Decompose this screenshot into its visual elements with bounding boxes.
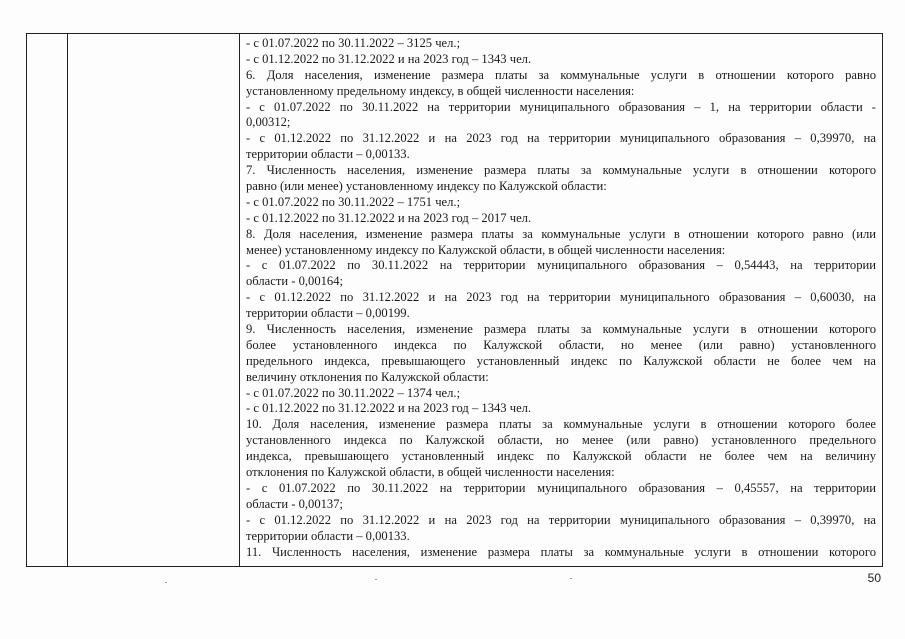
text-line: - с 01.12.2022 по 31.12.2022 и на 2023 год на территории муниципального образования – 0,39970, на xyxy=(246,512,876,527)
text-line: предельного индекса, превышающего установленный индекс по Калужской области не более чем на xyxy=(246,353,876,368)
text-line: - с 01.07.2022 по 30.11.2022 – 1751 чел.; xyxy=(246,194,461,209)
text-line: территории области – 0,00133. xyxy=(246,147,410,162)
text-line: - с 01.12.2022 по 31.12.2022 и на 2023 год на территории муниципального образования – 0,39970, на xyxy=(246,131,876,146)
text-line: 6. Доля населения, изменение размера платы за коммунальные услуги в отношении которого равно xyxy=(246,67,876,82)
text-line: установленному предельному индексу, в общей численности населения: xyxy=(246,83,635,98)
text-line: более установленного индекса по Калужской области, но менее (или равно) установленного xyxy=(246,337,876,352)
text-line: - с 01.12.2022 по 31.12.2022 и на 2023 год – 1343 чел. xyxy=(246,401,532,416)
text-line: - с 01.07.2022 по 30.11.2022 на территории муниципального образования – 0,45557, на территории xyxy=(246,480,876,495)
table-column-name xyxy=(68,34,240,566)
scan-speck xyxy=(570,578,572,579)
scan-speck xyxy=(375,579,377,580)
text-line: установленного индекса по Калужской области, но менее (или равно) установленного предельного xyxy=(246,433,876,448)
text-line: 8. Доля населения, изменение размера платы за коммунальные услуги в отношении которого равно (или xyxy=(246,226,876,241)
text-line: области - 0,00137; xyxy=(246,496,344,511)
text-line: 7. Численность населения, изменение размера платы за коммунальные услуги в отношении которого xyxy=(246,163,876,178)
text-line: территории области – 0,00199. xyxy=(246,306,410,321)
text-line: - с 01.07.2022 по 30.11.2022 – 1374 чел.; xyxy=(246,385,461,400)
text-line: менее) установленному индексу по Калужской области, в общей численности населения: xyxy=(246,242,726,257)
text-line: - с 01.07.2022 по 30.11.2022 на территории муниципального образования – 1, на территории области - xyxy=(246,99,876,114)
text-line: - с 01.07.2022 по 30.11.2022 на территории муниципального образования – 0,54443, на территории xyxy=(246,258,876,273)
text-line: равно (или менее) установленному индексу по Калужской области: xyxy=(246,179,607,194)
text-line: - с 01.12.2022 по 31.12.2022 и на 2023 год – 1343 чел. xyxy=(246,51,532,66)
table-column-content xyxy=(240,34,882,566)
text-line: 10. Доля населения, изменение размера платы за коммунальные услуги в отношении которого более xyxy=(246,417,876,432)
text-line: области - 0,00164; xyxy=(246,274,344,289)
text-line: - с 01.07.2022 по 30.11.2022 – 3125 чел.; xyxy=(246,36,461,50)
text-line: 9. Численность населения, изменение размера платы за коммунальные услуги в отношении которого xyxy=(246,322,876,337)
text-line: величину отклонения по Калужской области: xyxy=(246,369,489,384)
table-column-number xyxy=(27,34,68,566)
text-line: индекса, превышающего установленный индекс по Калужской области не более чем на величину xyxy=(246,449,876,464)
text-line: - с 01.12.2022 по 31.12.2022 и на 2023 год – 2017 чел. xyxy=(246,210,532,225)
text-line: - с 01.12.2022 по 31.12.2022 и на 2023 год на территории муниципального образования – 0,60030, на xyxy=(246,290,876,305)
scan-speck xyxy=(165,582,167,583)
document-table xyxy=(26,33,883,567)
text-line: отклонения по Калужской области, в общей численности населения: xyxy=(246,465,615,480)
text-line: 0,00312; xyxy=(246,115,291,130)
text-line: 11. Численность населения, изменение размера платы за коммунальные услуги в отношении которого xyxy=(246,544,876,559)
page-number: 50 xyxy=(867,571,881,585)
text-line: территории области – 0,00133. xyxy=(246,528,410,543)
